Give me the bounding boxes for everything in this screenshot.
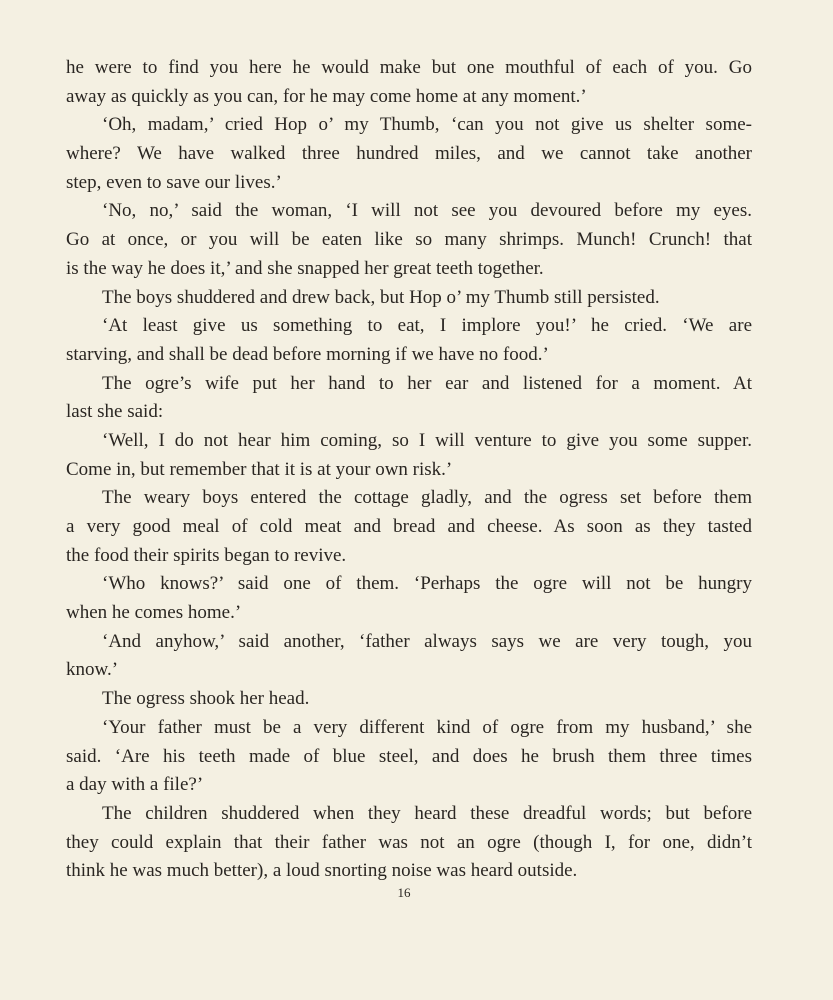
text-line: think he was much better), a loud snorting noise was heard outside.	[66, 860, 578, 882]
text-line: he were to find you here he would make but one mouthful of each of you. Go	[66, 57, 752, 78]
text-line: The boys shuddered and drew back, but Hop o’ my Thumb still persisted.	[102, 286, 660, 308]
text-line: know.’	[66, 659, 119, 681]
text-line: ‘And anyhow,’ said another, ‘father always says we are very tough, you	[102, 630, 752, 652]
text-line: the food their spirits began to revive.	[66, 544, 347, 566]
text-line: The weary boys entered the cottage gladly, and the ogress set before them	[102, 487, 752, 509]
text-line: a very good meal of cold meat and bread and cheese. As soon as they tasted	[66, 516, 752, 537]
text-line: starving, and shall be dead before morning if we have no food.’	[66, 343, 549, 365]
text-line: said. ‘Are his teeth made of blue steel, and does he brush them three times	[66, 745, 752, 767]
text-line: step, even to save our lives.’	[66, 171, 282, 193]
text-line: where? We have walked three hundred miles, and we cannot take another	[66, 143, 752, 165]
text-line: ‘Your father must be a very different kind of ogre from my husband,’ she	[102, 716, 752, 738]
text-line: Go at once, or you will be eaten like so many shrimps. Munch! Crunch! that	[66, 229, 752, 251]
text-line: last she said:	[66, 401, 164, 423]
text-line: they could explain that their father was not an ogre (though I, for one, didn’t	[66, 831, 752, 853]
text-line: ‘At least give us something to eat, I implore you!’ he cried. ‘We are	[102, 315, 752, 337]
page-number: 16	[397, 885, 411, 900]
text-line: Come in, but remember that it is at your own risk.’	[66, 458, 453, 480]
text-line: ‘No, no,’ said the woman, ‘I will not see you devoured before my eyes.	[102, 200, 752, 222]
text-line: ‘Oh, madam,’ cried Hop o’ my Thumb, ‘can you not give us shelter some-	[102, 114, 752, 136]
text-line: ‘Well, I do not hear him coming, so I will venture to give you some supper.	[102, 429, 752, 451]
text-line: The children shuddered when they heard these dreadful words; but before	[102, 802, 752, 824]
text-line: ‘Who knows?’ said one of them. ‘Perhaps the ogre will not be hungry	[102, 573, 752, 595]
text-line: a day with a file?’	[66, 774, 204, 796]
text-line: when he comes home.’	[66, 602, 242, 624]
text-line: is the way he does it,’ and she snapped her great teeth together.	[66, 257, 544, 279]
text-line: The ogress shook her head.	[102, 688, 310, 710]
text-line: The ogre’s wife put her hand to her ear and listened for a moment. At	[102, 372, 752, 394]
text-line: away as quickly as you can, for he may come home at any moment.’	[66, 85, 587, 107]
story-text	[66, 54, 752, 886]
